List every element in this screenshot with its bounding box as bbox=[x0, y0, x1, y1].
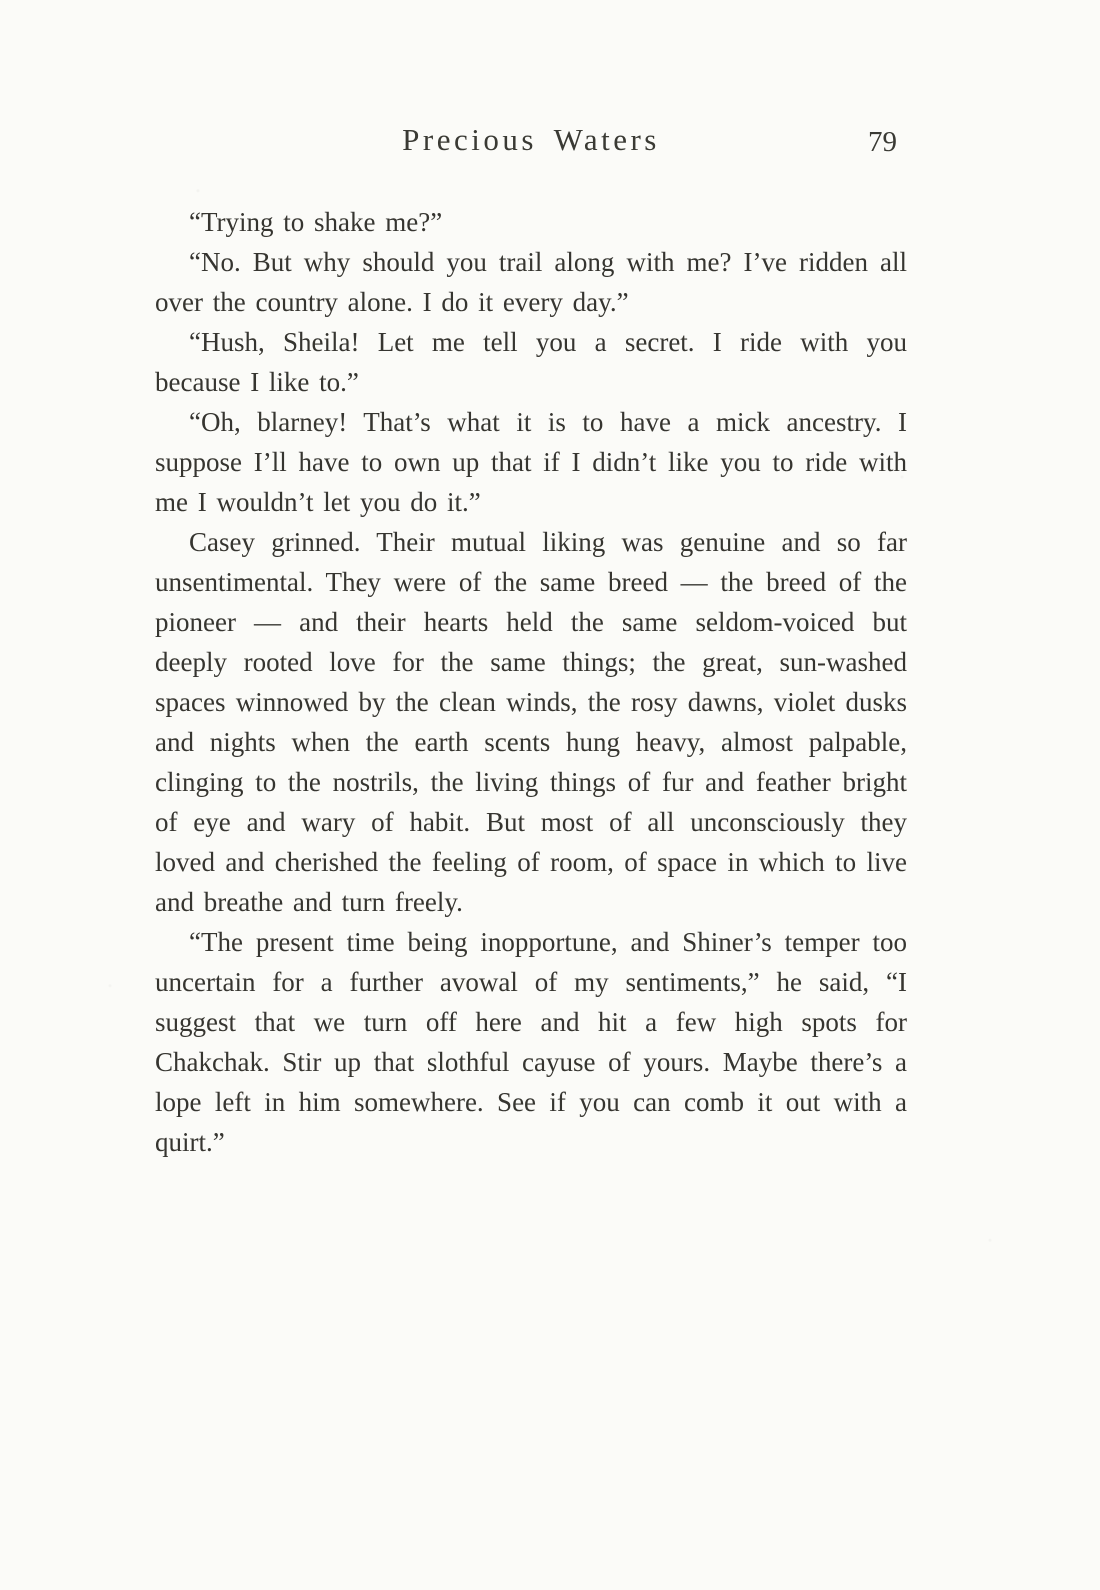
running-head bbox=[155, 122, 907, 168]
paragraph: “Oh, blarney! That’s what it is to have a mick ancestry. I suppose I’ll have to own up that if I didn’t like you to ride with me I wouldn’t let you do it.” bbox=[155, 407, 907, 517]
text-block bbox=[155, 122, 907, 1162]
book-title: Precious Waters bbox=[402, 122, 660, 157]
paragraph: “Trying to shake me?” bbox=[189, 207, 443, 237]
paragraph: “No. But why should you trail along with me? I’ve ridden all over the country alone. I do it every day.” bbox=[155, 247, 907, 317]
body-text bbox=[155, 202, 907, 1162]
paragraph: Casey grinned. Their mutual liking was genuine and so far unsentimental. They were of the same breed — the breed of the pioneer — and their hearts held the same seldom-voiced but deeply rooted love for the same things; the great, sun-washed spaces winnowed by the clean winds, the rosy dawns, violet dusks and nights when the earth scents hung heavy, almost palpable, clinging to the nostrils, the living things of fur and feather bright of eye and wary of habit. But most of all unconsciously they loved and cherished the feeling of room, of space in which to live and breathe and turn freely. bbox=[155, 527, 907, 917]
page-number: 79 bbox=[868, 126, 897, 158]
paragraph: “Hush, Sheila! Let me tell you a secret. I ride with you because I like to.” bbox=[155, 327, 907, 397]
paragraph: “The present time being inopportune, and Shiner’s temper too uncertain for a further avowal of my sentiments,” he said, “I suggest that we turn off here and hit a few high spots for Chakchak. Stir up that slothful cayuse of yours. Maybe there’s a lope left in him somewhere. See if you can comb it out with a quirt.” bbox=[155, 927, 907, 1157]
